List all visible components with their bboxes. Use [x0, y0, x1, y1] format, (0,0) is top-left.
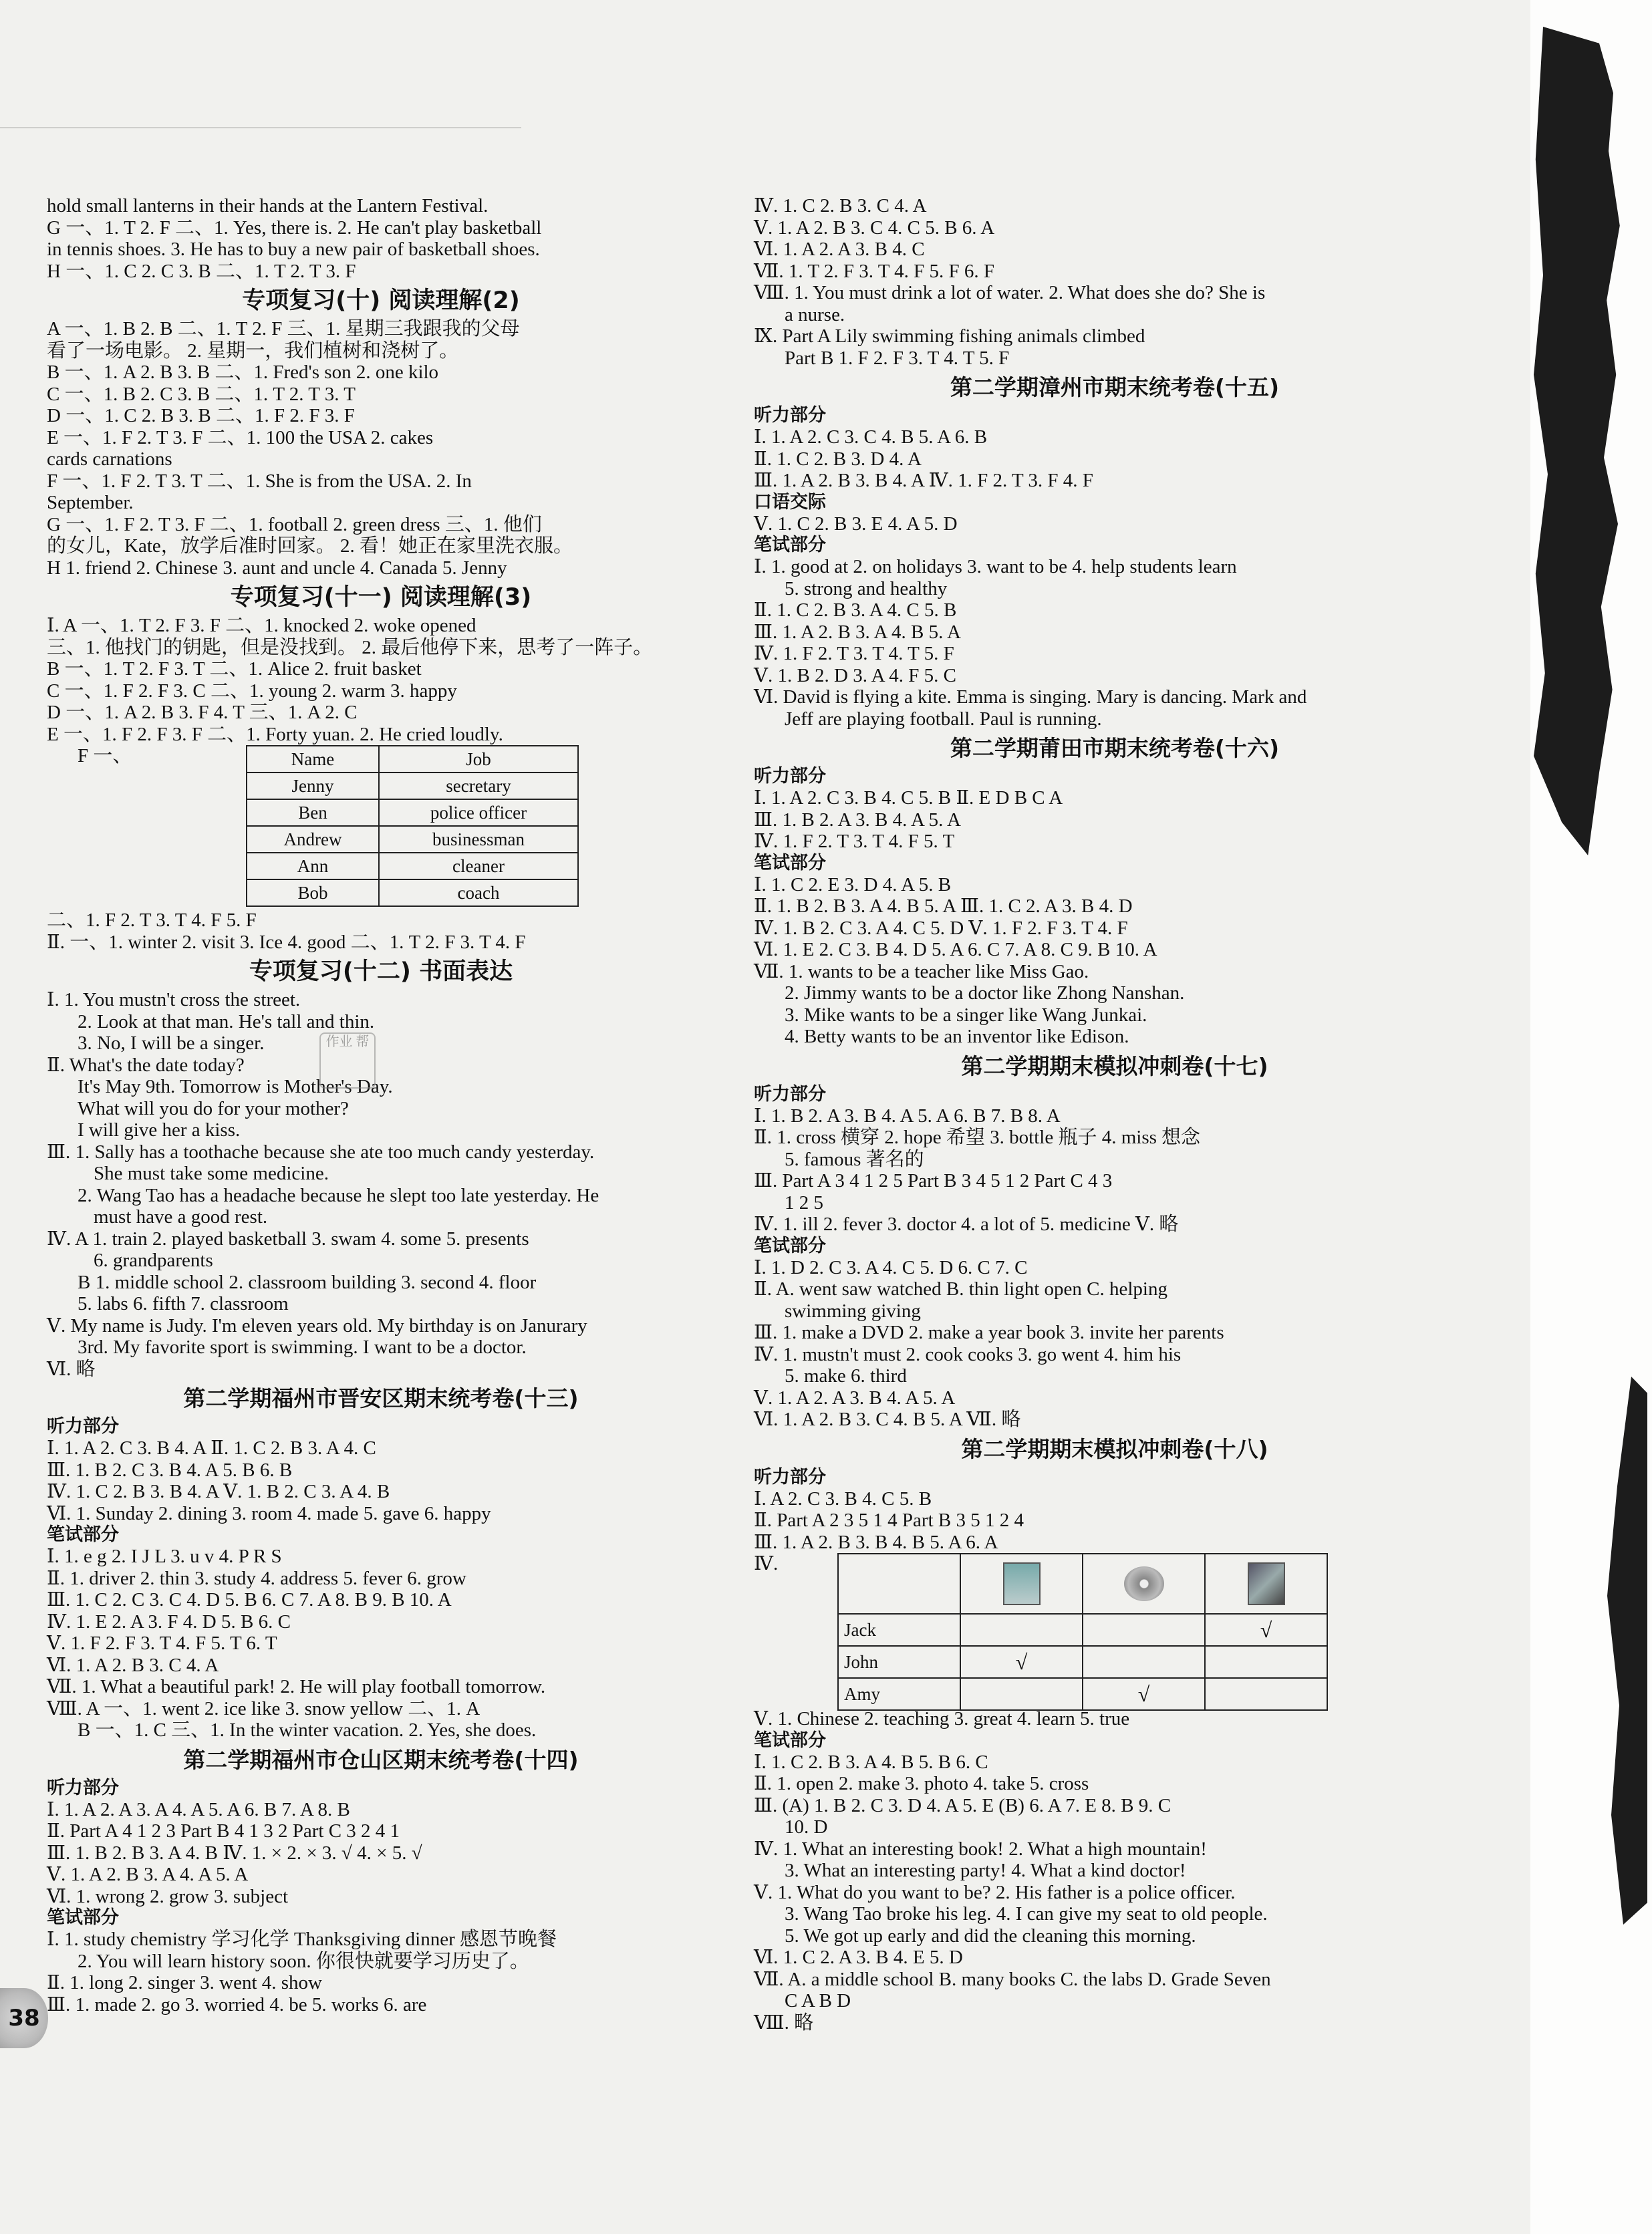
- answer-line: 5. labs 6. fifth 7. classroom: [78, 1293, 289, 1314]
- check-cell: [1205, 1678, 1327, 1710]
- answer-line: Ⅵ. 1. wrong 2. grow 3. subject: [47, 1885, 289, 1907]
- answer-line: Ⅲ. 1. A 2. B 3. A 4. B 5. A: [754, 621, 961, 643]
- answer-line: Ⅱ. 一、1. winter 2. visit 3. Ice 4. good 二、1. T 2. F 3. T 4. F: [47, 931, 526, 953]
- answer-line: Ⅱ. Part A 4 1 2 3 Part B 4 1 3 2 Part C 3 2 4 1: [47, 1820, 400, 1842]
- answer-line: Ⅳ. 1. ill 2. fever 3. doctor 4. a lot of 5. medicine Ⅴ. 略: [754, 1214, 1179, 1235]
- answer-line: Ⅱ. 1. cross 横穿 2. hope 希望 3. bottle 瓶子 4. miss 想念: [754, 1127, 1201, 1148]
- answer-line: Ⅴ. 1. B 2. D 3. A 4. F 5. C: [754, 664, 956, 686]
- table-row: [247, 773, 578, 799]
- check-cell: [1205, 1646, 1327, 1678]
- answer-line: Ⅳ. 1. C 2. B 3. C 4. A: [754, 195, 927, 217]
- answer-line: B 一、1. C 三、1. In the winter vacation. 2. Yes, she does.: [78, 1719, 537, 1741]
- answer-line: Ⅳ. 1. mustn't must 2. cook cooks 3. go went 4. him his: [754, 1343, 1182, 1365]
- answer-line: I will give her a kiss.: [78, 1119, 241, 1141]
- activity-table-block: [754, 1553, 1476, 1708]
- answer-line: Jeff are playing football. Paul is running.: [785, 708, 1102, 730]
- answer-line: Ⅰ. A 2. C 3. B 4. C 5. B: [754, 1488, 932, 1510]
- answer-line: Ⅳ. A 1. train 2. played basketball 3. swam 4. some 5. presents: [47, 1228, 529, 1250]
- answer-line: B 一、1. A 2. B 3. B 二、1. Fred's son 2. one kilo: [47, 362, 439, 383]
- answers-11b: [47, 910, 715, 953]
- answer-line: Ⅲ. 1. Sally has a toothache because she ate too much candy yesterday.: [47, 1141, 595, 1163]
- answer-line: Ⅴ. 1. F 2. F 3. T 4. F 5. T 6. T: [47, 1633, 277, 1654]
- picture-cell: [960, 1554, 1083, 1614]
- answer-line: 5. famous 著名的: [785, 1148, 924, 1170]
- answer-line: Ⅳ. 1. C 2. B 3. B 4. A Ⅴ. 1. B 2. C 3. A 4. B: [47, 1481, 390, 1502]
- table-row: [838, 1614, 1327, 1646]
- section-heading-10: 专项复习(十) 阅读理解(2): [242, 287, 520, 314]
- answer-line: Ⅱ. A. went saw watched B. thin light open C. helping: [754, 1278, 1167, 1300]
- answer-line: F 一、1. F 2. T 3. T 二、1. She is from the USA. 2. In: [47, 470, 472, 492]
- answer-line: Ⅳ. 1. F 2. T 3. T 4. T 5. F: [754, 643, 954, 664]
- table-cell: coach: [379, 879, 578, 906]
- answer-line: Ⅷ. 略: [754, 2011, 814, 2034]
- section-heading-13: 第二学期福州市晋安区期末统考卷(十三): [183, 1385, 579, 1411]
- check-cell: √: [1083, 1678, 1205, 1710]
- answer-line: swimming giving: [785, 1300, 921, 1322]
- picture-cell: [1083, 1554, 1205, 1614]
- answer-line: 3. No, I will be a singer.: [78, 1032, 265, 1054]
- answer-line: G 一、1. F 2. T 3. F 二、1. football 2. green dress 三、1. 他们: [47, 513, 542, 535]
- answer-line: What will you do for your mother?: [78, 1097, 349, 1119]
- answer-line: Ⅰ. 1. You mustn't cross the street.: [47, 989, 301, 1010]
- answer-line: Ⅷ. 1. You must drink a lot of water. 2. What does she do? She is: [754, 282, 1266, 303]
- answer-line: Ⅰ. 1. good at 2. on holidays 3. want to be 4. help students learn: [754, 556, 1237, 577]
- answers-16: [754, 766, 1476, 1048]
- answer-line: Ⅳ. 1. B 2. C 3. A 4. C 5. D Ⅴ. 1. F 2. F 3. T 4. F: [754, 917, 1128, 939]
- answer-line: Ⅵ. 略: [47, 1358, 96, 1380]
- part-label: 笔试部分: [47, 1907, 119, 1928]
- answer-line: 2. Jimmy wants to be a doctor like Zhong Nanshan.: [785, 982, 1185, 1004]
- answer-line: C 一、1. B 2. C 3. B 二、1. T 2. T 3. T: [47, 383, 356, 405]
- cd-picture-icon: [1124, 1566, 1164, 1601]
- answer-line: 2. Look at that man. He's tall and thin.: [78, 1010, 375, 1032]
- part-label: 听力部分: [754, 405, 826, 426]
- answer-line: Ⅱ. 1. long 2. singer 3. went 4. show: [47, 1972, 322, 1993]
- answer-line: Ⅵ. 1. A 2. B 3. C 4. B 5. A Ⅶ. 略: [754, 1409, 1021, 1430]
- picture-cell: [1205, 1554, 1327, 1614]
- table-row: [247, 746, 578, 773]
- answer-line: Ⅸ. Part A Lily swimming fishing animals climbed: [754, 325, 1145, 347]
- corner-cell: [838, 1554, 960, 1614]
- answer-line: Part B 1. F 2. F 3. T 4. T 5. F: [785, 347, 1010, 369]
- check-cell: √: [1205, 1614, 1327, 1646]
- answer-line: Ⅰ. 1. A 2. C 3. B 4. A Ⅱ. 1. C 2. B 3. A 4. C: [47, 1437, 376, 1459]
- answer-line: Ⅰ. 1. A 2. C 3. C 4. B 5. A 6. B: [754, 426, 988, 448]
- answer-line: Ⅵ. 1. A 2. B 3. C 4. A: [47, 1654, 219, 1676]
- section-heading-12: 专项复习(十二) 书面表达: [249, 958, 513, 985]
- part-label: 听力部分: [754, 1466, 826, 1488]
- answer-line: Ⅱ. What's the date today?: [47, 1054, 245, 1076]
- section-heading-11: 专项复习(十一) 阅读理解(3): [230, 584, 532, 611]
- part-label: 听力部分: [47, 1416, 119, 1437]
- answers-11: [47, 615, 715, 745]
- answers-18a: [754, 1467, 1476, 1554]
- answer-line: Ⅲ. 1. B 2. B 3. A 4. B Ⅳ. 1. × 2. × 3. √ 4. × 5. √: [47, 1842, 422, 1864]
- answer-line: Ⅶ. A. a middle school B. many books C. the labs D. Grade Seven: [754, 1968, 1271, 1990]
- answer-line: Ⅴ. 1. A 2. B 3. C 4. C 5. B 6. A: [754, 217, 995, 239]
- check-cell: √: [960, 1646, 1083, 1678]
- section-heading-15: 第二学期漳州市期末统考卷(十五): [950, 374, 1280, 400]
- table-cell: Andrew: [247, 826, 379, 853]
- answer-line: Ⅳ. 1. E 2. A 3. F 4. D 5. B 6. C: [47, 1611, 291, 1633]
- answer-line: Ⅴ. 1. Chinese 2. teaching 3. great 4. learn 5. true: [754, 1708, 1130, 1729]
- answer-line: 10. D: [785, 1816, 828, 1838]
- name-cell: Jack: [838, 1614, 960, 1646]
- answer-line: Ⅰ. 1. study chemistry 学习化学 Thanksgiving dinner 感恩节晚餐: [47, 1929, 557, 1950]
- answer-line: Ⅴ. 1. What do you want to be? 2. His father is a police officer.: [754, 1881, 1236, 1903]
- answer-line: Ⅵ. David is flying a kite. Emma is singing. Mary is dancing. Mark and: [754, 686, 1307, 708]
- answer-line: Ⅲ. 1. made 2. go 3. worried 4. be 5. works 6. are: [47, 1993, 427, 2015]
- answer-line: Ⅶ. 1. T 2. F 3. T 4. F 5. F 6. F: [754, 260, 995, 282]
- answer-line: Ⅵ. 1. E 2. C 3. B 4. D 5. A 6. C 7. A 8. C 9. B 10. A: [754, 939, 1157, 960]
- answer-line: must have a good rest.: [94, 1206, 268, 1228]
- answer-line: 2. Wang Tao has a headache because he slept too late yesterday. He: [78, 1184, 599, 1206]
- answer-line: Ⅱ. 1. open 2. make 3. photo 4. take 5. cross: [754, 1773, 1089, 1794]
- answer-line: Ⅵ. 1. Sunday 2. dining 3. room 4. made 5. gave 6. happy: [47, 1502, 491, 1524]
- table-row: [247, 799, 578, 826]
- answer-line: Ⅰ. 1. e g 2. I J L 3. u v 4. P R S: [47, 1546, 282, 1567]
- answer-line: Ⅶ. 1. What a beautiful park! 2. He will play football tomorrow.: [47, 1676, 546, 1697]
- answer-line: September.: [47, 492, 134, 513]
- answer-line: Ⅴ. 1. C 2. B 3. E 4. A 5. D: [754, 513, 958, 535]
- answer-line: Ⅰ. A 一、1. T 2. F 3. F 二、1. knocked 2. woke opened: [47, 615, 476, 636]
- answer-line: Ⅱ. 1. driver 2. thin 3. study 4. address 5. fever 6. grow: [47, 1567, 466, 1589]
- answer-line: D 一、1. C 2. B 3. B 二、1. F 2. F 3. F: [47, 405, 355, 426]
- name-cell: Amy: [838, 1678, 960, 1710]
- answer-line: Ⅰ. 1. B 2. A 3. B 4. A 5. A 6. B 7. B 8. A: [754, 1105, 1061, 1127]
- answer-line: Ⅲ. (A) 1. B 2. C 3. D 4. A 5. E (B) 6. A 7. E 8. B 9. C: [754, 1794, 1172, 1816]
- watermark-stamp: 作业 帮: [319, 1032, 376, 1089]
- check-cell: [1083, 1614, 1205, 1646]
- answer-line: Ⅲ. 1. B 2. C 3. B 4. A 5. B 6. B: [47, 1459, 293, 1481]
- table-cell: businessman: [379, 826, 578, 853]
- answer-line: 1 2 5: [785, 1192, 823, 1214]
- answer-line: Ⅰ. 1. A 2. A 3. A 4. A 5. A 6. B 7. A 8. B: [47, 1798, 350, 1820]
- answer-line: E 一、1. F 2. F 3. F 二、1. Forty yuan. 2. He cried loudly.: [47, 723, 503, 745]
- job-table: [246, 745, 579, 907]
- part-label: 笔试部分: [754, 1729, 826, 1751]
- table-cell: Ann: [247, 853, 379, 879]
- answer-line: 5. make 6. third: [785, 1365, 907, 1387]
- check-cell: [960, 1614, 1083, 1646]
- answer-line: 3. Mike wants to be a singer like Wang Junkai.: [785, 1004, 1147, 1026]
- answer-line: Ⅲ. Part A 3 4 1 2 5 Part B 3 4 5 1 2 Part C 4 3: [754, 1170, 1113, 1192]
- page-number: 38: [0, 1988, 48, 2048]
- answer-line: Ⅱ. 1. C 2. B 3. A 4. C 5. B: [754, 599, 957, 621]
- section-heading-17: 第二学期期末模拟冲刺卷(十七): [961, 1053, 1268, 1079]
- answer-line: 4. Betty wants to be an inventor like Edison.: [785, 1026, 1129, 1047]
- answers-10: [47, 318, 715, 579]
- answer-line: Ⅲ. 1. B 2. A 3. B 4. A 5. A: [754, 809, 961, 831]
- right-column: [754, 195, 1476, 2034]
- part-label: 笔试部分: [754, 852, 826, 873]
- answer-line: Ⅱ. 1. B 2. B 3. A 4. B 5. A Ⅲ. 1. C 2. A 3. B 4. D: [754, 895, 1133, 917]
- answer-line: Ⅰ. 1. A 2. C 3. B 4. C 5. B Ⅱ. E D B C A: [754, 787, 1063, 809]
- answer-line: 看了一场电影。 2. 星期一，我们植树和浇树了。: [47, 339, 459, 362]
- answer-line: 三、1. 他找门的钥匙，但是没找到。 2. 最后他停下来，思考了一阵子。: [47, 636, 653, 658]
- part-label: 笔试部分: [754, 535, 826, 555]
- part-label: 听力部分: [47, 1777, 119, 1798]
- answer-line: G 一、1. T 2. F 二、1. Yes, there is. 2. He can't play basketball: [47, 217, 542, 239]
- table-cell: Jenny: [247, 773, 379, 799]
- table-row: [838, 1678, 1327, 1710]
- book-picture-icon: [1003, 1562, 1041, 1605]
- answers-14b: [754, 195, 1476, 369]
- part-label: 笔试部分: [754, 1235, 826, 1256]
- answer-line: Ⅵ. 1. C 2. A 3. B 4. E 5. D: [754, 1947, 963, 1968]
- answers-15: [754, 405, 1476, 730]
- table-cell: Ben: [247, 799, 379, 826]
- answer-line: H 一、1. C 2. C 3. B 二、1. T 2. T 3. F: [47, 260, 356, 282]
- answer-line: A 一、1. B 2. B 二、1. T 2. F 三、1. 星期三我跟我的父母: [47, 318, 520, 339]
- answer-line: Ⅲ. 1. make a DVD 2. make a year book 3. invite her parents: [754, 1322, 1224, 1343]
- answer-line: Ⅷ. A 一、1. went 2. ice like 3. snow yellow 二、1. A: [47, 1697, 480, 1719]
- section-heading-14: 第二学期福州市仓山区期末统考卷(十四): [183, 1746, 579, 1773]
- part-label: 听力部分: [754, 766, 826, 787]
- answer-line: Ⅰ. 1. D 2. C 3. A 4. C 5. D 6. C 7. C: [754, 1256, 1028, 1278]
- answer-line: She must take some medicine.: [94, 1163, 329, 1184]
- part-label: 笔试部分: [47, 1524, 119, 1545]
- part-label: 口语交际: [754, 491, 826, 513]
- answer-line: Ⅲ. 1. A 2. B 3. B 4. B 5. A 6. A: [754, 1531, 998, 1553]
- check-cell: [1083, 1646, 1205, 1678]
- answer-line: 3. What an interesting party! 4. What a kind doctor!: [785, 1860, 1186, 1881]
- answer-line: C 一、1. F 2. F 3. C 二、1. young 2. warm 3. happy: [47, 680, 457, 702]
- answer-line: B 一、1. T 2. F 3. T 二、1. Alice 2. fruit basket: [47, 658, 422, 680]
- answer-line: Ⅲ. 1. C 2. C 3. C 4. D 5. B 6. C 7. A 8. B 9. B 10. A: [47, 1589, 452, 1611]
- answer-line: Ⅳ. 1. F 2. T 3. T 4. F 5. T: [754, 831, 955, 852]
- left-column: [47, 195, 715, 2015]
- answer-line: Ⅰ. 1. C 2. B 3. A 4. B 5. B 6. C: [754, 1751, 988, 1773]
- answer-line: Ⅲ. 1. A 2. B 3. B 4. A Ⅳ. 1. F 2. T 3. F 4. F: [754, 470, 1093, 491]
- job-table-block: [47, 745, 715, 907]
- answer-line: 二、1. F 2. T 3. T 4. F 5. F: [47, 910, 257, 931]
- section-heading-16: 第二学期莆田市期末统考卷(十六): [950, 735, 1280, 761]
- section-heading-18: 第二学期期末模拟冲刺卷(十八): [961, 1435, 1268, 1462]
- answer-line: 6. grandparents: [94, 1250, 213, 1271]
- answer-line: 3rd. My favorite sport is swimming. I want to be a doctor.: [78, 1337, 527, 1358]
- table-cell: secretary: [379, 773, 578, 799]
- table-row: [247, 853, 578, 879]
- iv-label: Ⅳ.: [754, 1553, 779, 1574]
- answer-line: a nurse.: [785, 303, 845, 325]
- answer-line: E 一、1. F 2. T 3. F 二、1. 100 the USA 2. cakes: [47, 426, 434, 448]
- answer-line: 5. strong and healthy: [785, 577, 948, 599]
- lab-picture-icon: [1248, 1562, 1285, 1605]
- answers-17: [754, 1084, 1476, 1431]
- answer-line: Ⅱ. Part A 2 3 5 1 4 Part B 3 5 1 2 4: [754, 1510, 1024, 1531]
- answer-line: 3. Wang Tao broke his leg. 4. I can give my seat to old people.: [785, 1903, 1268, 1925]
- table-cell: Bob: [247, 879, 379, 906]
- answers-12: [47, 989, 715, 1380]
- table-cell: Job: [379, 746, 578, 773]
- answer-line: 5. We got up early and did the cleaning this morning.: [785, 1925, 1196, 1947]
- answer-line: D 一、1. A 2. B 3. F 4. T 三、1. A 2. C: [47, 702, 358, 723]
- table-row: [247, 879, 578, 906]
- answers-14: [47, 1778, 715, 2016]
- answer-line: B 1. middle school 2. classroom building 3. second 4. floor: [78, 1271, 537, 1293]
- answer-line: Ⅵ. 1. A 2. A 3. B 4. C: [754, 239, 925, 260]
- answer-line: Ⅱ. 1. C 2. B 3. D 4. A: [754, 448, 922, 470]
- answer-line: Ⅳ. 1. What an interesting book! 2. What a high mountain!: [754, 1838, 1207, 1860]
- answer-line: cards carnations: [47, 448, 172, 470]
- answer-line: C A B D: [785, 1990, 851, 2011]
- check-cell: [960, 1678, 1083, 1710]
- scan-line: [0, 127, 521, 128]
- table-cell: Name: [247, 746, 379, 773]
- table-row: [247, 826, 578, 853]
- answer-line: Ⅰ. 1. C 2. E 3. D 4. A 5. B: [754, 873, 952, 895]
- answer-line: 的女儿，Kate，放学后准时回家。 2. 看！她正在家里洗衣服。: [47, 535, 573, 557]
- table-cell: police officer: [379, 799, 578, 826]
- answer-line: in tennis shoes. 3. He has to buy a new pair of basketball shoes.: [47, 239, 540, 260]
- table-cell: cleaner: [379, 853, 578, 879]
- answer-line: Ⅶ. 1. wants to be a teacher like Miss Gao.: [754, 960, 1089, 982]
- answer-line: hold small lanterns in their hands at the Lantern Festival.: [47, 195, 489, 217]
- answer-line: H 1. friend 2. Chinese 3. aunt and uncle 4. Canada 5. Jenny: [47, 557, 507, 579]
- answer-line: It's May 9th. Tomorrow is Mother's Day.: [78, 1076, 393, 1097]
- answers-13: [47, 1416, 715, 1741]
- activity-table: [837, 1553, 1328, 1711]
- f-label: F 一、: [78, 745, 132, 766]
- part-label: 听力部分: [754, 1083, 826, 1105]
- answer-line: Ⅴ. 1. A 2. B 3. A 4. A 5. A: [47, 1864, 249, 1885]
- answer-line: Ⅴ. 1. A 2. A 3. B 4. A 5. A: [754, 1387, 956, 1409]
- answer-line: 2. You will learn history soon. 你很快就要学习历史了。: [78, 1950, 529, 1972]
- name-cell: John: [838, 1646, 960, 1678]
- answers-18b: [754, 1708, 1476, 2034]
- answer-line: Ⅴ. My name is Judy. I'm eleven years old. My birthday is on Janurary: [47, 1314, 587, 1337]
- table-row: [838, 1646, 1327, 1678]
